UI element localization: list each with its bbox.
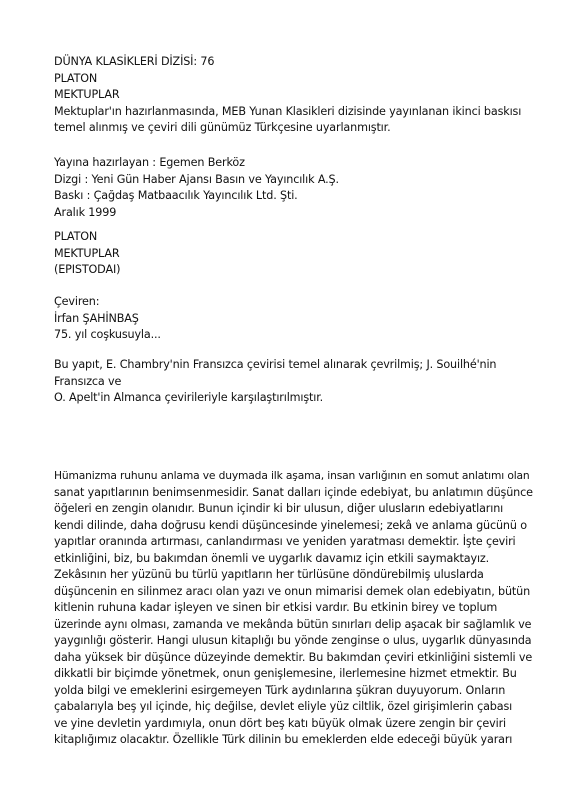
printing-line: Baskı : Çağdaş Matbaacılık Yayıncılık Ltd. Şti. [54, 189, 298, 202]
book-header [54, 54, 534, 137]
body-line: öğeleri en zengin olanıdır. Bunun içindir ki bir ulusun, diğer ulusların edebiyatlarını [54, 502, 504, 515]
original-title-line: (EPISTODAI) [54, 263, 121, 276]
typesetting-line: Dizgi : Yeni Gün Haber Ajansı Basın ve Yayıncılık A.Ş. [54, 172, 339, 186]
body-line: ve yine devletin yardımıyla, onun dört beş katı büyük olmak üzere zengin bir çeviri [54, 716, 506, 730]
title-block [54, 229, 534, 279]
series-line: DÜNYA KLASİKLERİ DİZİSİ: 76 [54, 55, 215, 68]
body-line: düşüncenin en silinmez aracı olan yazı ve onun mimarisi demek olan edebiyatın, bütün [54, 584, 531, 598]
body-line: dikkatli bir biçimde yönetmek, onun genişlemesine, ilerlemesine hizmet etmektir. Bu [54, 667, 517, 680]
author-line: PLATON [54, 230, 98, 243]
note-line: Bu yapıt, E. Chambry'nin Fransızca çevirisi temel alınarak çevrilmiş; J. Souilhé'nin [54, 358, 497, 371]
body-line: yapıtlar oranında artırması, canlandırması ve yeniden yaratması demektir. İşte çeviri [54, 535, 516, 548]
body-text [54, 468, 534, 749]
translation-note [54, 357, 534, 407]
book-title-line: MEKTUPLAR [54, 246, 120, 260]
description-line: Mektuplar'ın hazırlanmasında, MEB Yunan Klasikleri dizisinde yayınlanan ikinci baskısı [54, 104, 522, 118]
dedication-line: 75. yıl coşkusuyla... [54, 328, 161, 341]
description-line: temel alınmış ve çeviri dili günümüz Türkçesine uyarlanmıştır. [54, 121, 391, 134]
book-title-line: MEKTUPLAR [54, 88, 120, 101]
body-line: üzerinde aynı olması, zamanda ve mekânda bütün sınırları delip aşacak bir sağlamlık ve [54, 617, 532, 631]
body-line: sanat yapıtlarının benimsenmesidir. Sanat dalları içinde edebiyat, bu anlatımın düşünce [54, 485, 533, 499]
body-line: yaygınlığı gösterir. Hangi ulusun kitaplığı bu yönde zenginse o ulus, uygarlık dünyasında [54, 634, 532, 647]
note-line: O. Apelt'in Almanca çevirileriyle karşılaştırılmıştır. [54, 391, 324, 404]
editor-line: Yayına hazırlayan : Egemen Berköz [54, 156, 245, 169]
body-line: kitaplığımız olacaktır. Özellikle Türk dilinin bu emeklerden elde edeceği büyük yararı [54, 733, 513, 746]
body-line: Hümanizma ruhunu anlama ve duymada ilk aşama, insan varlığının en somut anlatımı olan [54, 469, 530, 482]
note-line: Fransızca ve [54, 374, 122, 388]
body-line: kitlenin ruhuna kadar işleyen ve sinen bir etkisi vardır. Bu etkinin birey ve toplum [54, 601, 498, 614]
imprint-block [54, 155, 534, 221]
body-line: Zekâsının her yüzünü bu türlü yapıtların her türlüsüne döndürebilmiş uluslarda [54, 568, 484, 581]
author-line: PLATON [54, 71, 98, 85]
body-line: daha yüksek bir düşünce düzeyinde demektir. Bu bakımdan çeviri etkinliğini sistemli ve [54, 650, 533, 664]
date-line: Aralık 1999 [54, 205, 117, 219]
translator-label: Çeviren: [54, 295, 100, 308]
translator-block [54, 294, 534, 344]
body-line: yolda bilgi ve emeklerini esirgemeyen Türk aydınlarına şükran duyuyorum. Onların [54, 683, 506, 697]
body-line: kendi dilinde, daha doğrusu kendi düşüncesinde yinelemesi; zekâ ve anlama gücünü o [54, 518, 527, 532]
body-line: çabalarıyla beş yıl içinde, hiç değilse, devlet eliyle yüz ciltlik, özel girişimlerin çabası [54, 700, 513, 713]
body-line: etkinliğini, biz, bu bakımdan önemli ve uygarlık davamız için etkili saymaktayız. [54, 551, 490, 565]
translator-name: İrfan ŞAHİNBAŞ [54, 311, 139, 325]
